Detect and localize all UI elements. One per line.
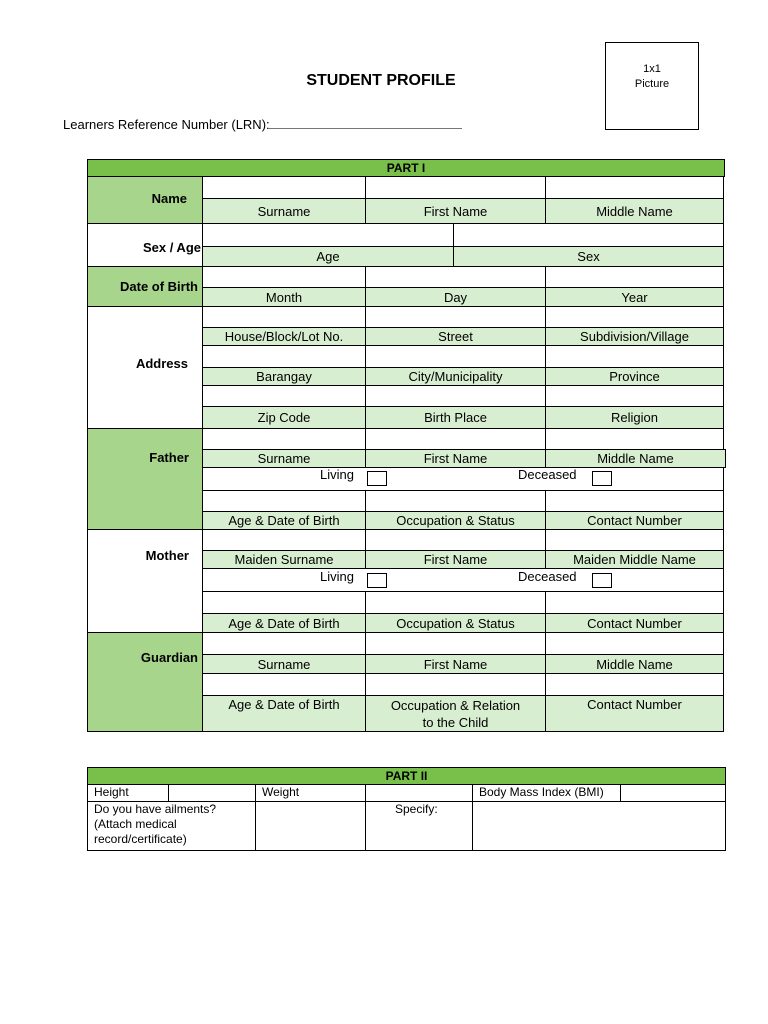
bmi-label: Body Mass Index (BMI) [472,784,621,802]
father-label: Father [87,428,203,530]
day-caption: Day [365,287,546,307]
birth-place-caption: Birth Place [365,406,546,429]
guardian-occupation-caption [365,695,546,732]
guardian-middle-name-caption: Middle Name [545,654,724,674]
father-contact-caption: Contact Number [545,511,724,530]
bmi-input[interactable] [620,784,726,802]
guardian-middle-name-input[interactable] [545,632,724,655]
surname-input[interactable] [202,176,366,199]
sex-caption: Sex [453,246,724,267]
mother-occupation-caption: Occupation & Status [365,613,546,633]
street-caption: Street [365,327,546,346]
specify-label: Specify: [365,801,473,851]
day-input[interactable] [365,266,546,288]
middle-name-input[interactable] [545,176,724,199]
ailments-label: Do you have ailments? [94,802,217,816]
father-surname-caption: Surname [202,449,366,468]
attach-line2: record/certificate) [94,832,187,846]
guardian-age-caption: Age & Date of Birth [202,695,366,732]
father-first-name-caption: First Name [365,449,546,468]
father-deceased-label: Deceased [518,467,577,482]
age-input[interactable] [202,223,454,247]
mother-contact-input[interactable] [545,591,724,614]
middle-name-caption: Middle Name [545,198,724,224]
year-caption: Year [545,287,724,307]
mother-occupation-input[interactable] [365,591,546,614]
mother-contact-caption: Contact Number [545,613,724,633]
mother-first-name-caption: First Name [365,550,546,569]
subdivision-input[interactable] [545,306,724,328]
province-caption: Province [545,367,724,386]
father-surname-input[interactable] [202,428,366,450]
address-label: Address [87,306,203,429]
part2-header: PART II [87,767,726,785]
zip-caption: Zip Code [202,406,366,429]
name-label: Name [87,176,203,224]
lrn-label: Learners Reference Number (LRN): [63,117,270,132]
mother-first-name-input[interactable] [365,529,546,551]
barangay-input[interactable] [202,345,366,368]
mother-middle-name-caption: Maiden Middle Name [545,550,724,569]
guardian-first-name-input[interactable] [365,632,546,655]
first-name-input[interactable] [365,176,546,199]
weight-label: Weight [255,784,366,802]
father-middle-name-input[interactable] [545,428,724,450]
sex-age-label: Sex / Age [87,223,203,267]
month-caption: Month [202,287,366,307]
father-age-input[interactable] [202,490,366,512]
lrn-input-line[interactable] [268,128,462,129]
month-input[interactable] [202,266,366,288]
zip-input[interactable] [202,385,366,407]
mother-middle-name-input[interactable] [545,529,724,551]
guardian-contact-input[interactable] [545,673,724,696]
father-status-row [202,467,724,491]
guardian-surname-input[interactable] [202,632,366,655]
house-input[interactable] [202,306,366,328]
birth-place-input[interactable] [365,385,546,407]
father-contact-input[interactable] [545,490,724,512]
mother-surname-input[interactable] [202,529,366,551]
mother-label: Mother [87,529,203,633]
guardian-contact-caption: Contact Number [545,695,724,732]
city-input[interactable] [365,345,546,368]
father-first-name-input[interactable] [365,428,546,450]
father-age-caption: Age & Date of Birth [202,511,366,530]
father-deceased-checkbox[interactable] [592,471,612,486]
guardian-occupation-line1: Occupation & Relation [390,698,521,713]
street-input[interactable] [365,306,546,328]
height-input[interactable] [168,784,256,802]
house-caption: House/Block/Lot No. [202,327,366,346]
dob-label: Date of Birth [87,266,203,307]
ailments-cell [87,801,256,851]
picture-box[interactable] [605,42,699,130]
city-caption: City/Municipality [365,367,546,386]
year-input[interactable] [545,266,724,288]
guardian-occupation-line2: to the Child [422,715,489,730]
page-title: STUDENT PROFILE [306,72,456,89]
guardian-age-input[interactable] [202,673,366,696]
picture-label: 1x1 Picture [634,63,670,90]
mother-deceased-checkbox[interactable] [592,573,612,588]
barangay-caption: Barangay [202,367,366,386]
father-living-checkbox[interactable] [367,471,387,486]
province-input[interactable] [545,345,724,368]
father-middle-name-caption: Middle Name [545,449,726,468]
guardian-occupation-input[interactable] [365,673,546,696]
part1-header: PART I [87,159,725,177]
mother-deceased-label: Deceased [518,569,577,584]
father-occupation-caption: Occupation & Status [365,511,546,530]
mother-status-row [202,568,724,592]
ailments-input[interactable] [255,801,366,851]
surname-caption: Surname [202,198,366,224]
guardian-label: Guardian [87,632,203,732]
subdivision-caption: Subdivision/Village [545,327,724,346]
mother-age-caption: Age & Date of Birth [202,613,366,633]
mother-living-checkbox[interactable] [367,573,387,588]
sex-input[interactable] [453,223,724,247]
attach-line1: (Attach medical [94,817,177,831]
religion-input[interactable] [545,385,724,407]
weight-input[interactable] [365,784,473,802]
guardian-surname-caption: Surname [202,654,366,674]
age-caption: Age [202,246,454,267]
mother-living-label: Living [320,569,354,584]
specify-input[interactable] [472,801,726,851]
first-name-caption: First Name [365,198,546,224]
father-living-label: Living [320,467,354,482]
guardian-first-name-caption: First Name [365,654,546,674]
father-occupation-input[interactable] [365,490,546,512]
mother-age-input[interactable] [202,591,366,614]
religion-caption: Religion [545,406,724,429]
mother-surname-caption: Maiden Surname [202,550,366,569]
height-label: Height [87,784,169,802]
